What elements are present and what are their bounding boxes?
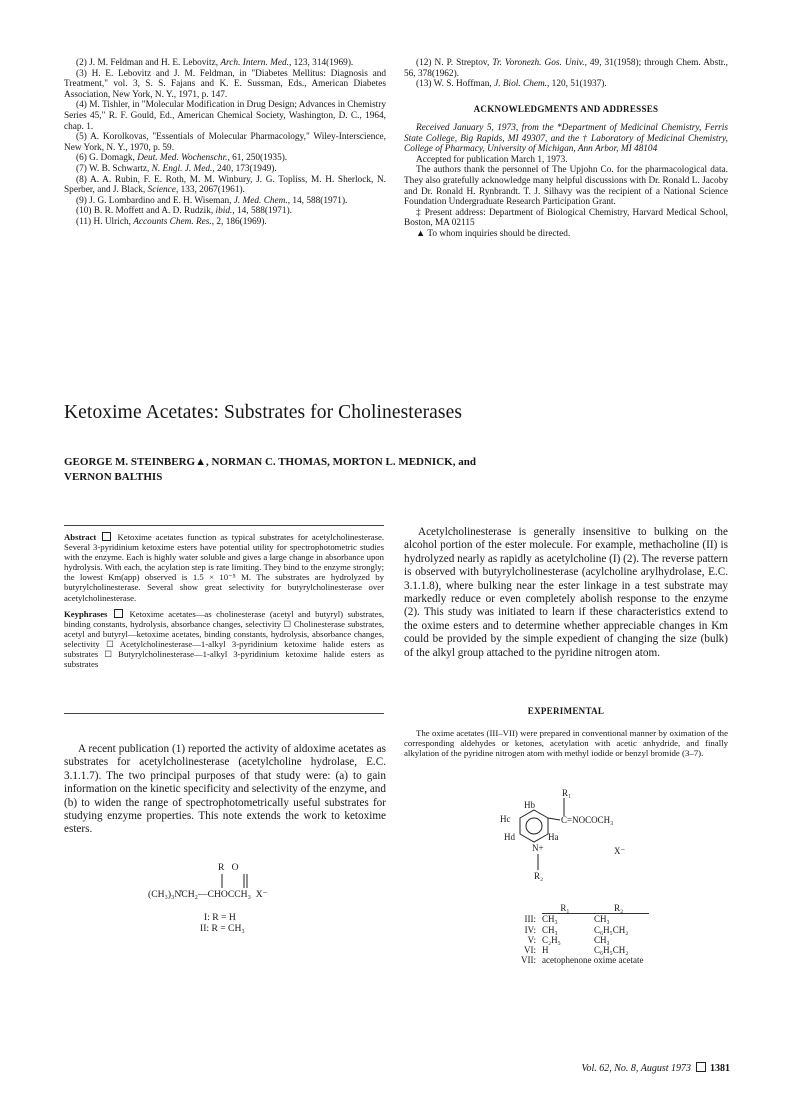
table-cell: H xyxy=(542,945,549,956)
right-text: Acetylcholinesterase is generally insensitive to bulking on the alcohol portion of the ester molecule. For example, methacholine (II) is hydrolyzed nearly as rapidly as acetylcholine (I) (2). The reverse pattern is observed with butyrylcholinesterase (acylcholine arylhydrolase, E.C. 3.1.1.8), where bulking near the ester linkage in a test substrate may markedly reduce or even completely abolish response to the enzyme (2). This study was initiated to learn if these characteristics extend to the oxime esters and to determine whether appreciable changes in Km could be provided by the simple expedient of changing the size (bulk) of the alkyl group attached to the pyridine nitrogen atom. xyxy=(404,526,728,659)
reference-number: (13) xyxy=(416,79,432,90)
reference-number: (11) xyxy=(76,216,92,227)
table-header-cell xyxy=(494,903,542,914)
reference-item xyxy=(64,100,386,132)
ack-accepted: Accepted for publication March 1, 1973. xyxy=(416,154,568,165)
reference-number: (8) xyxy=(76,174,87,185)
abstract-text: Ketoxime acetates function as typical substrates for acetylcholinesterase. Several 3-pyridinium ketoxime esters have potential utility for spectrophotometric studies with the enzyme. Each is highly water soluble and gives a large change in absorbance upon hydrolysis. With each, the acylation step is rate limiting. They bind to the enzyme strongly; the lowest Km(app) observed is 1.5 × 10⁻⁵ M. The substrates are hydrolyzed by butyrylcholinesterase. Several show great selectivity for butyrylcholinesterase over acetylcholinesterase. xyxy=(64,532,385,603)
struct-nplus: N+ xyxy=(532,843,544,853)
references-left xyxy=(64,58,386,228)
intro-paragraph xyxy=(64,743,386,837)
struct-counterion: X⁻ xyxy=(614,846,626,856)
table-cell: V: xyxy=(527,934,536,945)
abstract-top-rule xyxy=(64,525,384,526)
ack-correspondence: ▲ To whom inquiries should be directed. xyxy=(416,228,571,239)
reference-number: (6) xyxy=(76,153,87,164)
ack-thanks: The authors thank the personnel of The Upjohn Co. for the pharmacological data. They also gratefully acknowledge many helpful discussions with Dr. Ronald L. Jacoby and Dr. Ronald H. Rynbrandt. T. J. Silhavy was the recipient of a National Science Foundation Undergraduate Research Participation Grant. xyxy=(404,165,728,208)
page-footer xyxy=(560,1062,730,1074)
reference-authors: M. Tishler, in "Molecular Modification in Drug Design; Advances in Chemistry Series 45," R. F. Gould, Ed., American Chemical Society, Washington, D. C., 1964, chap. 1. xyxy=(64,100,387,132)
struct-hd: Hd xyxy=(504,832,515,842)
table-cell: C₆H₅CH₂ xyxy=(594,924,629,935)
box-icon xyxy=(696,1062,706,1072)
article-title: Ketoxime Acetates: Substrates for Cholinesterases xyxy=(64,402,463,423)
reference-number: (3) xyxy=(76,68,87,79)
reference-item xyxy=(404,79,728,90)
right-paragraph xyxy=(404,526,728,660)
abstract-block xyxy=(64,532,384,675)
authors-line-2: VERNON BALTHIS xyxy=(64,471,163,483)
reference-journal: J. Med. Chem. xyxy=(233,195,288,206)
compound-table xyxy=(494,903,649,966)
reference-number: (10) xyxy=(76,206,92,217)
reference-journal: Science xyxy=(147,185,176,196)
structure-top-labels: R O xyxy=(218,862,239,873)
reference-item xyxy=(64,58,386,69)
table-cell: CH₃ xyxy=(594,914,610,925)
reference-authors: J. M. Feldman and H. E. Lebovitz, xyxy=(89,58,221,68)
authors-line-1: GEORGE M. STEINBERG▲, NORMAN C. THOMAS, MORTON L. MEDNICK, and xyxy=(64,456,476,468)
keyphrases-text: Ketoxime acetates—as cholinesterase (acetyl and butyryl) substrates, binding constants, hydrolysis, absorbance changes, selectivity ☐ Cholinesterase substrates, acetyl and butyryl—ketoxime acetates, binding constants, hydrolysis, absorbance changes, selectivity ☐ Acetylcholinesterase—1-alkyl 3-pyridinium ketoxime halide esters as substrates ☐ Butyrylcholinesterase—1-alkyl 3-pyridinium ketoxime halide esters as substrates xyxy=(64,608,385,670)
experimental-heading: EXPERIMENTAL xyxy=(527,706,605,716)
reference-authors: A. A. Rubin, F. E. Roth, M. M. Winbury, J. G. Topliss, M. H. Sherlock, N. Sperber, and J. Black, xyxy=(64,174,387,196)
reference-journal: ibid. xyxy=(215,206,233,217)
table-cell: C₆H₅CH₂ xyxy=(594,945,629,956)
struct-hc: Hc xyxy=(500,814,511,824)
reference-number: (4) xyxy=(76,100,87,111)
reference-authors: J. G. Lombardino and E. H. Wiseman, xyxy=(89,195,234,206)
reference-authors: A. Korolkovas, "Essentials of Molecular Pharmacology," Wiley-Interscience, New York, N. Y., 1970, p. 59. xyxy=(64,132,386,153)
table-row xyxy=(494,955,649,965)
reference-number: (5) xyxy=(76,132,87,143)
table-cell: CH₃ xyxy=(594,934,610,945)
reference-volume: , 61, 250(1935). xyxy=(227,153,288,164)
reference-item xyxy=(404,58,728,79)
experimental-text xyxy=(404,728,728,758)
pyridine-ring xyxy=(500,788,580,888)
reference-number: (12) xyxy=(416,58,432,68)
table-header-cell: R₂ xyxy=(594,903,649,914)
acknowledgments-body xyxy=(404,123,728,240)
table-cell: CH₃ xyxy=(542,914,558,925)
reference-item xyxy=(64,164,386,175)
reference-volume: , 49, 31(1958); through Chem. Abstr., 56, 378(1962). xyxy=(404,58,729,79)
reference-item xyxy=(64,153,386,164)
intro-text: A recent publication (1) reported the activity of aldoxime acetates as substrates for acetylcholinesterase (acetylcholine hydrolase, E.C. 3.1.1.7). The two principal purposes of that study were: (a) to gain information on the kinetic specificity and selectivity of the enzyme, and (b) to widen the range of spectrophotometrically useful substrates for studying enzyme properties. This note extends the work to ketoxime esters. xyxy=(64,743,386,836)
reference-authors: W. S. Hoffman, xyxy=(433,79,495,90)
table-row xyxy=(494,945,649,955)
struct-ha: Ha xyxy=(548,832,559,842)
acknowledgments-heading: ACKNOWLEDGMENTS AND ADDRESSES xyxy=(473,104,659,114)
structure-formula: (CH₃)₃N̊CH₂—CHOCCH₃ X⁻ xyxy=(148,889,268,900)
reference-item xyxy=(64,217,386,228)
page-number: 1381 xyxy=(710,1063,730,1074)
structure-label-i: I: R = H xyxy=(204,912,236,923)
abstract-label: Abstract xyxy=(64,532,97,542)
reference-journal: Accounts Chem. Res. xyxy=(133,216,212,227)
table-cell: CH₃ xyxy=(542,924,558,935)
structure-pyridinium xyxy=(500,788,720,898)
reference-volume: , 120, 51(1937). xyxy=(547,79,607,90)
reference-authors: W. B. Schwartz, xyxy=(89,163,152,174)
table-header-row xyxy=(494,903,649,914)
reference-journal: Arch. Intern. Med. xyxy=(220,58,289,68)
references-right xyxy=(404,58,728,90)
ack-present-address: ‡ Present address: Department of Biological Chemistry, Harvard Medical School, Boston, MA 02115 xyxy=(404,207,728,229)
table-cell: acetophenone oxime acetate xyxy=(542,955,644,966)
reference-number: (9) xyxy=(76,195,87,206)
box-icon xyxy=(102,532,111,541)
reference-volume: , 14, 588(1971). xyxy=(287,195,348,206)
struct-r2: R₂ xyxy=(534,871,544,881)
table-cell: VI: xyxy=(524,945,536,956)
table-cell: C₂H₅ xyxy=(542,934,561,945)
table-row xyxy=(494,914,649,925)
struct-substituent: C=NOCOCH₃ xyxy=(561,815,614,825)
table-cell: VII: xyxy=(521,955,536,966)
reference-journal: J. Biol. Chem. xyxy=(494,79,548,90)
experimental-paragraph: The oxime acetates (III–VII) were prepared in conventional manner by oximation of the corresponding aldehydes or ketones, acetylation with acetic anhydride, and finally alkylation of the pyridine nitrogen atom with methyl iodide or benzyl bromide (3–7). xyxy=(404,728,728,758)
reference-volume: , 240, 173(1949). xyxy=(212,163,277,174)
ack-received: Received January 5, 1973, from the *Department of Medicinal Chemistry, Ferris State College, Big Rapids, MI 49307, and the † Laboratory of Medicinal Chemistry, College of Pharmacy, University of Michigan, Ann Arbor, MI 48104 xyxy=(404,123,728,155)
reference-item xyxy=(64,132,386,153)
reference-journal: N. Engl. J. Med. xyxy=(151,163,213,174)
reference-authors: N. P. Streptov, xyxy=(434,58,493,68)
abstract-bottom-rule xyxy=(64,713,384,714)
reference-volume: , 123, 314(1969). xyxy=(288,58,354,68)
table-cell: IV: xyxy=(524,924,536,935)
reference-volume: , 133, 2067(1961). xyxy=(175,185,245,196)
reference-item xyxy=(64,206,386,217)
authors xyxy=(64,455,476,485)
reference-item xyxy=(64,69,386,101)
table-row xyxy=(494,925,649,935)
reference-authors: G. Domagk, xyxy=(89,153,138,164)
reference-authors: H. Ulrich, xyxy=(93,216,134,227)
keyphrases-label: Keyphrases xyxy=(64,608,108,619)
table-row xyxy=(494,935,649,945)
reference-authors: B. R. Moffett and A. D. Rudzik, xyxy=(93,206,216,217)
reference-volume: , 14, 588(1971). xyxy=(232,206,292,217)
structure-label-ii: II: R = CH₃ xyxy=(200,923,245,934)
reference-number: (7) xyxy=(76,163,87,174)
table-cell: III: xyxy=(524,913,536,924)
table-header-cell: R₁ xyxy=(542,903,594,914)
reference-volume: , 2, 186(1969). xyxy=(211,216,267,227)
reference-number: (2) xyxy=(76,58,87,68)
reference-item xyxy=(64,175,386,196)
struct-hb: Hb xyxy=(524,800,535,810)
reference-item xyxy=(64,196,386,207)
reference-journal: Tr. Voronezh. Gos. Univ. xyxy=(492,58,585,68)
footer-citation: Vol. 62, No. 8, August 1973 xyxy=(581,1063,691,1074)
box-icon xyxy=(114,609,123,618)
reference-journal: Deut. Med. Wochenschr. xyxy=(137,153,228,164)
struct-r1: R₁ xyxy=(562,788,572,798)
reference-authors: H. E. Lebovitz and J. M. Feldman, in "Diabetes Mellitus: Diagnosis and Treatment," vol. 3, S. S. Fajans and K. E. Sussman, Eds., American Diabetes Association, New York, N. Y., 1971, p. 147. xyxy=(64,68,387,100)
